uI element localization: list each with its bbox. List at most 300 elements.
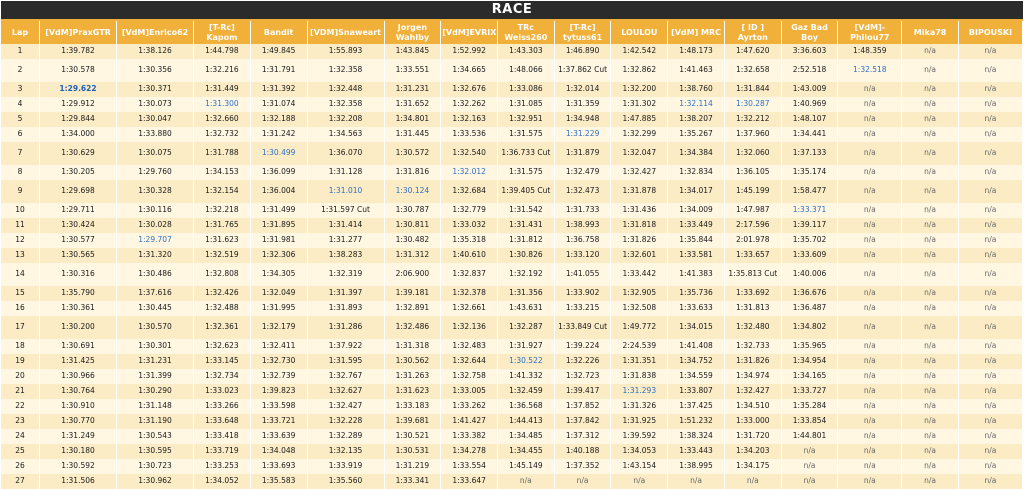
lap-time-cell: 1:34.485 bbox=[497, 429, 554, 444]
lap-time-cell: 1:38.126 bbox=[117, 44, 194, 59]
lap-time-cell: 1:34.510 bbox=[724, 399, 781, 414]
lap-time-cell: n/a bbox=[781, 444, 838, 459]
lap-time-cell: n/a bbox=[902, 44, 959, 59]
lap-time-cell: 1:31.623 bbox=[194, 233, 251, 248]
lap-time-cell: 1:48.173 bbox=[668, 44, 725, 59]
lap-time-cell: n/a bbox=[838, 233, 902, 248]
lap-time-cell: n/a bbox=[958, 203, 1022, 218]
lap-time-cell: 1:31.425 bbox=[40, 354, 117, 369]
lap-time-cell: 1:31.816 bbox=[384, 165, 441, 180]
lap-time-cell: 1:33.536 bbox=[441, 127, 498, 142]
lap-time-cell: 1:32.361 bbox=[194, 316, 251, 339]
lap-time-cell: n/a bbox=[838, 263, 902, 286]
lap-time-cell: 1:31.351 bbox=[611, 354, 668, 369]
lap-time-cell: 1:35.790 bbox=[40, 286, 117, 301]
lap-time-cell: 1:30.499 bbox=[250, 142, 307, 165]
lap-time-cell: 1:35.583 bbox=[250, 474, 307, 489]
lap-time-cell: 1:33.000 bbox=[724, 414, 781, 429]
lap-time-cell: 1:32.739 bbox=[250, 369, 307, 384]
lap-time-cell: 1:30.486 bbox=[117, 263, 194, 286]
lap-time-cell: 1:31.925 bbox=[611, 414, 668, 429]
lap-time-cell: 1:33.648 bbox=[194, 414, 251, 429]
lap-time-cell: 1:32.154 bbox=[194, 180, 251, 203]
lap-time-cell: 1:33.807 bbox=[668, 384, 725, 399]
lap-time-cell: 1:36.733 Cut bbox=[497, 142, 554, 165]
lap-time-cell: n/a bbox=[958, 233, 1022, 248]
lap-time-cell: 1:32.427 bbox=[724, 384, 781, 399]
lap-time-cell: 1:33.341 bbox=[384, 474, 441, 489]
lap-time-cell: 1:34.017 bbox=[668, 180, 725, 203]
lap-time-cell: 1:29.711 bbox=[40, 203, 117, 218]
lap-time-cell: 1:31.765 bbox=[194, 218, 251, 233]
lap-time-cell: 1:33.418 bbox=[194, 429, 251, 444]
lap-time-cell: 1:31.231 bbox=[384, 82, 441, 97]
lap-time-cell: 1:30.445 bbox=[117, 301, 194, 316]
lap-time-cell: 1:32.012 bbox=[441, 165, 498, 180]
lap-time-cell: 1:32.060 bbox=[724, 142, 781, 165]
lap-time-cell: n/a bbox=[838, 142, 902, 165]
lap-time-cell: 1:36.105 bbox=[724, 165, 781, 180]
lap-time-cell: 1:39.181 bbox=[384, 286, 441, 301]
table-header bbox=[1, 21, 1023, 44]
column-header-driver: [T-Rc] Kapom bbox=[194, 21, 251, 44]
lap-time-cell: 1:31.320 bbox=[117, 248, 194, 263]
lap-time-cell: 2:24.539 bbox=[611, 339, 668, 354]
lap-time-cell: 1:30.723 bbox=[117, 459, 194, 474]
lap-time-cell: 1:31.085 bbox=[497, 97, 554, 112]
lap-time-cell: 1:31.595 bbox=[307, 354, 384, 369]
lap-time-cell: 1:31.431 bbox=[497, 218, 554, 233]
lap-time-cell: n/a bbox=[902, 218, 959, 233]
lap-number-cell: 1 bbox=[1, 44, 40, 59]
lap-time-cell: n/a bbox=[902, 474, 959, 489]
lap-time-cell: 1:32.289 bbox=[307, 429, 384, 444]
lap-time-cell: 1:31.623 bbox=[384, 384, 441, 399]
lap-time-cell: 1:30.205 bbox=[40, 165, 117, 180]
lap-number-cell: 3 bbox=[1, 82, 40, 97]
lap-time-cell: 1:45.149 bbox=[497, 459, 554, 474]
lap-time-cell: 1:34.559 bbox=[668, 369, 725, 384]
lap-time-cell: 1:32.488 bbox=[194, 301, 251, 316]
lap-time-cell: 1:43.009 bbox=[781, 82, 838, 97]
lap-time-cell: 1:36.676 bbox=[781, 286, 838, 301]
column-header-driver: [VdM]Enrico62 bbox=[117, 21, 194, 44]
lap-time-cell: 1:32.779 bbox=[441, 203, 498, 218]
lap-time-cell: n/a bbox=[958, 444, 1022, 459]
lap-time-cell: 1:30.629 bbox=[40, 142, 117, 165]
lap-time-cell: n/a bbox=[958, 316, 1022, 339]
lap-time-cell: 1:37.922 bbox=[307, 339, 384, 354]
lap-time-cell: 1:32.508 bbox=[611, 301, 668, 316]
lap-time-cell: 1:32.730 bbox=[250, 354, 307, 369]
lap-time-cell: 1:32.951 bbox=[497, 112, 554, 127]
lap-time-cell: 1:38.993 bbox=[554, 218, 611, 233]
lap-time-cell: 1:37.425 bbox=[668, 399, 725, 414]
lap-time-cell: n/a bbox=[838, 459, 902, 474]
table-row bbox=[1, 180, 1023, 203]
lap-time-cell: n/a bbox=[838, 112, 902, 127]
lap-time-cell: 1:33.371 bbox=[781, 203, 838, 218]
table-row bbox=[1, 429, 1023, 444]
table-row bbox=[1, 142, 1023, 165]
lap-time-cell: 1:33.266 bbox=[194, 399, 251, 414]
lap-time-cell: 1:39.405 Cut bbox=[497, 180, 554, 203]
lap-time-cell: 1:41.055 bbox=[554, 263, 611, 286]
lap-time-cell: 1:32.480 bbox=[724, 316, 781, 339]
lap-time-cell: n/a bbox=[958, 248, 1022, 263]
column-header-driver: Mika78 bbox=[902, 21, 959, 44]
lap-time-cell: 1:30.482 bbox=[384, 233, 441, 248]
lap-time-cell: 1:33.443 bbox=[668, 444, 725, 459]
lap-time-cell: 1:32.905 bbox=[611, 286, 668, 301]
lap-time-cell: 1:39.417 bbox=[554, 384, 611, 399]
lap-time-cell: n/a bbox=[902, 354, 959, 369]
lap-time-cell: 1:41.463 bbox=[668, 59, 725, 82]
lap-time-cell: 1:33.849 Cut bbox=[554, 316, 611, 339]
lap-number-cell: 12 bbox=[1, 233, 40, 248]
lap-time-cell: n/a bbox=[958, 180, 1022, 203]
lap-time-cell: n/a bbox=[838, 203, 902, 218]
lap-time-cell: 1:34.801 bbox=[384, 112, 441, 127]
lap-time-cell: 1:34.752 bbox=[668, 354, 725, 369]
lap-time-cell: 1:30.572 bbox=[384, 142, 441, 165]
lap-time-cell: 1:30.371 bbox=[117, 82, 194, 97]
lap-time-cell: n/a bbox=[902, 286, 959, 301]
lap-time-cell: n/a bbox=[838, 301, 902, 316]
lap-time-cell: 1:39.117 bbox=[781, 218, 838, 233]
lap-time-cell: 1:33.253 bbox=[194, 459, 251, 474]
lap-time-cell: 1:31.895 bbox=[250, 218, 307, 233]
lap-time-cell: 1:35.174 bbox=[781, 165, 838, 180]
lap-time-cell: 1:31.791 bbox=[250, 59, 307, 82]
table-row bbox=[1, 112, 1023, 127]
lap-time-cell: 1:35.702 bbox=[781, 233, 838, 248]
column-header-driver: [VdM]EVRIX bbox=[441, 21, 498, 44]
table-row bbox=[1, 248, 1023, 263]
lap-time-cell: 1:37.352 bbox=[554, 459, 611, 474]
lap-time-cell: 1:31.128 bbox=[307, 165, 384, 180]
table-row bbox=[1, 316, 1023, 339]
lap-time-cell: 1:32.486 bbox=[384, 316, 441, 339]
lap-time-cell: 1:32.192 bbox=[497, 263, 554, 286]
lap-number-cell: 10 bbox=[1, 203, 40, 218]
lap-time-cell: n/a bbox=[838, 399, 902, 414]
lap-time-cell: 1:30.180 bbox=[40, 444, 117, 459]
lap-time-cell: 1:30.787 bbox=[384, 203, 441, 218]
table-row bbox=[1, 399, 1023, 414]
lap-time-cell: 1:32.218 bbox=[194, 203, 251, 218]
lap-time-cell: n/a bbox=[958, 474, 1022, 489]
lap-time-cell: 1:36.758 bbox=[554, 233, 611, 248]
lap-time-cell: 1:32.427 bbox=[611, 165, 668, 180]
lap-time-cell: 1:30.811 bbox=[384, 218, 441, 233]
lap-time-cell: 1:37.616 bbox=[117, 286, 194, 301]
lap-time-cell: 1:32.188 bbox=[250, 112, 307, 127]
column-header-driver: [T-Rc] tytuss61 bbox=[554, 21, 611, 44]
lap-time-cell: 1:31.399 bbox=[117, 369, 194, 384]
lap-time-cell: 1:31.249 bbox=[40, 429, 117, 444]
table-row bbox=[1, 459, 1023, 474]
lap-time-cell: 2:06.900 bbox=[384, 263, 441, 286]
lap-time-cell: 1:30.287 bbox=[724, 97, 781, 112]
lap-time-cell: 1:30.356 bbox=[117, 59, 194, 82]
lap-time-cell: 1:32.426 bbox=[194, 286, 251, 301]
lap-number-cell: 11 bbox=[1, 218, 40, 233]
table-row bbox=[1, 444, 1023, 459]
lap-time-cell: 1:47.885 bbox=[611, 112, 668, 127]
header-row bbox=[1, 21, 1023, 44]
lap-time-cell: 1:33.721 bbox=[250, 414, 307, 429]
lap-time-cell: 1:35.965 bbox=[781, 339, 838, 354]
lap-time-cell: n/a bbox=[958, 429, 1022, 444]
lap-time-cell: 1:30.562 bbox=[384, 354, 441, 369]
lap-time-cell: 1:31.392 bbox=[250, 82, 307, 97]
lap-time-cell: n/a bbox=[611, 474, 668, 489]
lap-time-cell: 1:33.382 bbox=[441, 429, 498, 444]
lap-time-cell: 1:31.542 bbox=[497, 203, 554, 218]
lap-time-cell: 1:33.215 bbox=[554, 301, 611, 316]
lap-number-cell: 7 bbox=[1, 142, 40, 165]
lap-time-cell: 1:32.676 bbox=[441, 82, 498, 97]
lap-time-cell: 1:30.570 bbox=[117, 316, 194, 339]
lap-time-cell: 1:38.283 bbox=[307, 248, 384, 263]
lap-time-cell: 1:33.633 bbox=[668, 301, 725, 316]
lap-time-cell: n/a bbox=[902, 429, 959, 444]
lap-time-cell: 1:30.116 bbox=[117, 203, 194, 218]
lap-time-cell: 1:38.324 bbox=[668, 429, 725, 444]
lap-time-cell: 1:32.135 bbox=[307, 444, 384, 459]
lap-time-cell: 1:29.698 bbox=[40, 180, 117, 203]
lap-time-cell: 1:31.300 bbox=[194, 97, 251, 112]
lap-time-cell: 1:32.733 bbox=[724, 339, 781, 354]
lap-time-cell: 1:32.014 bbox=[554, 82, 611, 97]
lap-time-cell: 1:29.707 bbox=[117, 233, 194, 248]
lap-time-cell: 1:33.880 bbox=[117, 127, 194, 142]
table-row bbox=[1, 414, 1023, 429]
lap-time-cell: 1:30.595 bbox=[117, 444, 194, 459]
lap-time-cell: n/a bbox=[668, 474, 725, 489]
lap-time-cell: 1:30.316 bbox=[40, 263, 117, 286]
lap-time-cell: n/a bbox=[902, 97, 959, 112]
lap-time-cell: 1:32.627 bbox=[307, 384, 384, 399]
lap-time-cell: 1:34.052 bbox=[194, 474, 251, 489]
lap-time-cell: n/a bbox=[838, 82, 902, 97]
lap-time-cell: 1:30.531 bbox=[384, 444, 441, 459]
lap-time-cell: 1:32.723 bbox=[554, 369, 611, 384]
lap-time-cell: 1:31.286 bbox=[307, 316, 384, 339]
lap-time-cell: 1:34.048 bbox=[250, 444, 307, 459]
lap-time-cell: 1:47.987 bbox=[724, 203, 781, 218]
lap-time-cell: n/a bbox=[902, 339, 959, 354]
lap-time-cell: 1:32.479 bbox=[554, 165, 611, 180]
lap-time-cell: 1:30.124 bbox=[384, 180, 441, 203]
lap-time-cell: n/a bbox=[958, 369, 1022, 384]
lap-time-cell: 1:31.927 bbox=[497, 339, 554, 354]
lap-time-cell: 1:44.801 bbox=[781, 429, 838, 444]
lap-time-cell: 1:32.862 bbox=[611, 59, 668, 82]
lap-number-cell: 6 bbox=[1, 127, 40, 142]
table-row bbox=[1, 339, 1023, 354]
lap-time-cell: 1:32.319 bbox=[307, 263, 384, 286]
lap-time-cell: 1:29.622 bbox=[40, 82, 117, 97]
lap-time-cell: n/a bbox=[958, 127, 1022, 142]
lap-time-cell: 1:32.734 bbox=[194, 369, 251, 384]
lap-time-cell: 1:36.070 bbox=[307, 142, 384, 165]
lap-time-cell: 1:32.216 bbox=[194, 59, 251, 82]
lap-time-cell: n/a bbox=[958, 301, 1022, 316]
lap-time-cell: 1:49.772 bbox=[611, 316, 668, 339]
lap-time-cell: 1:32.212 bbox=[724, 112, 781, 127]
lap-time-cell: 1:31.010 bbox=[307, 180, 384, 203]
lap-time-cell: 1:34.954 bbox=[781, 354, 838, 369]
lap-time-cell: 1:34.015 bbox=[668, 316, 725, 339]
lap-time-cell: 1:34.948 bbox=[554, 112, 611, 127]
lap-time-cell: n/a bbox=[958, 165, 1022, 180]
lap-time-cell: 1:31.445 bbox=[384, 127, 441, 142]
lap-time-cell: 1:31.878 bbox=[611, 180, 668, 203]
lap-time-cell: n/a bbox=[902, 82, 959, 97]
lap-time-cell: 1:43.154 bbox=[611, 459, 668, 474]
table-row bbox=[1, 354, 1023, 369]
lap-time-cell: 1:30.966 bbox=[40, 369, 117, 384]
lap-time-cell: 1:32.287 bbox=[497, 316, 554, 339]
lap-time-cell: 1:45.199 bbox=[724, 180, 781, 203]
lap-time-cell: 1:42.542 bbox=[611, 44, 668, 59]
lap-time-cell: 1:33.023 bbox=[194, 384, 251, 399]
lap-time-cell: 1:35.318 bbox=[441, 233, 498, 248]
lap-time-cell: 1:30.577 bbox=[40, 233, 117, 248]
lap-time-cell: 1:29.760 bbox=[117, 165, 194, 180]
lap-time-cell: 1:32.208 bbox=[307, 112, 384, 127]
lap-number-cell: 15 bbox=[1, 286, 40, 301]
lap-time-cell: 1:32.411 bbox=[250, 339, 307, 354]
lap-time-cell: 1:33.719 bbox=[194, 444, 251, 459]
lap-time-cell: 1:32.448 bbox=[307, 82, 384, 97]
column-header-driver: [VdM] MRC bbox=[668, 21, 725, 44]
lap-number-cell: 16 bbox=[1, 301, 40, 316]
lap-time-cell: 1:31.449 bbox=[194, 82, 251, 97]
lap-time-cell: 1:35.284 bbox=[781, 399, 838, 414]
lap-time-cell: 1:35.813 Cut bbox=[724, 263, 781, 286]
lap-time-cell: n/a bbox=[902, 112, 959, 127]
lap-time-cell: 1:30.691 bbox=[40, 339, 117, 354]
lap-time-cell: 1:32.644 bbox=[441, 354, 498, 369]
lap-time-cell: 1:30.424 bbox=[40, 218, 117, 233]
lap-time-cell: n/a bbox=[902, 459, 959, 474]
lap-time-cell: 1:31.293 bbox=[611, 384, 668, 399]
lap-time-cell: 1:33.581 bbox=[668, 248, 725, 263]
lap-time-cell: 1:43.845 bbox=[384, 44, 441, 59]
lap-time-cell: 1:32.200 bbox=[611, 82, 668, 97]
lap-time-cell: 1:31.242 bbox=[250, 127, 307, 142]
lap-number-cell: 13 bbox=[1, 248, 40, 263]
lap-time-cell: n/a bbox=[958, 414, 1022, 429]
lap-time-cell: 1:33.902 bbox=[554, 286, 611, 301]
lap-time-cell: 1:32.358 bbox=[307, 97, 384, 112]
lap-time-cell: 1:30.910 bbox=[40, 399, 117, 414]
lap-time-cell: 1:30.578 bbox=[40, 59, 117, 82]
lap-time-cell: 1:31.506 bbox=[40, 474, 117, 489]
lap-time-cell: 1:35.560 bbox=[307, 474, 384, 489]
race-results-panel bbox=[1, 1, 1023, 486]
lap-time-cell: n/a bbox=[958, 263, 1022, 286]
lap-time-cell: n/a bbox=[958, 59, 1022, 82]
lap-time-cell: n/a bbox=[781, 459, 838, 474]
lap-time-cell: 1:48.359 bbox=[838, 44, 902, 59]
lap-time-cell: 1:31.788 bbox=[194, 142, 251, 165]
table-row bbox=[1, 474, 1023, 489]
lap-time-cell: 1:31.074 bbox=[250, 97, 307, 112]
lap-time-cell: 1:37.133 bbox=[781, 142, 838, 165]
lap-time-cell: 1:32.518 bbox=[838, 59, 902, 82]
lap-time-cell: 1:29.912 bbox=[40, 97, 117, 112]
lap-time-cell: 1:32.306 bbox=[250, 248, 307, 263]
lap-time-cell: 1:32.179 bbox=[250, 316, 307, 339]
lap-time-cell: 1:32.661 bbox=[441, 301, 498, 316]
lap-times-table bbox=[1, 21, 1023, 489]
column-header-driver: Gaz Bad Boy bbox=[781, 21, 838, 44]
lap-time-cell: n/a bbox=[958, 384, 1022, 399]
lap-time-cell: 1:32.049 bbox=[250, 286, 307, 301]
table-row bbox=[1, 384, 1023, 399]
lap-time-cell: n/a bbox=[958, 286, 1022, 301]
lap-time-cell: 1:44.798 bbox=[194, 44, 251, 59]
lap-time-cell: 1:40.188 bbox=[554, 444, 611, 459]
lap-time-cell: n/a bbox=[902, 59, 959, 82]
table-row bbox=[1, 286, 1023, 301]
lap-time-cell: 1:31.148 bbox=[117, 399, 194, 414]
lap-number-cell: 26 bbox=[1, 459, 40, 474]
lap-time-cell: 1:31.818 bbox=[611, 218, 668, 233]
lap-time-cell: n/a bbox=[958, 142, 1022, 165]
table-row bbox=[1, 369, 1023, 384]
lap-time-cell: 1:31.302 bbox=[611, 97, 668, 112]
lap-time-cell: 1:31.318 bbox=[384, 339, 441, 354]
lap-time-cell: 1:32.540 bbox=[441, 142, 498, 165]
lap-time-cell: 1:32.427 bbox=[307, 399, 384, 414]
lap-number-cell: 8 bbox=[1, 165, 40, 180]
lap-time-cell: n/a bbox=[838, 354, 902, 369]
lap-time-cell: n/a bbox=[554, 474, 611, 489]
lap-time-cell: n/a bbox=[902, 180, 959, 203]
lap-time-cell: 1:30.962 bbox=[117, 474, 194, 489]
lap-time-cell: 1:33.647 bbox=[441, 474, 498, 489]
table-row bbox=[1, 82, 1023, 97]
column-header-driver: BIPOUSKI bbox=[958, 21, 1022, 44]
lap-time-cell: 2:52.518 bbox=[781, 59, 838, 82]
lap-time-cell: 1:43.303 bbox=[497, 44, 554, 59]
lap-time-cell: 1:31.397 bbox=[307, 286, 384, 301]
lap-time-cell: 1:49.845 bbox=[250, 44, 307, 59]
lap-time-cell: 1:39.224 bbox=[554, 339, 611, 354]
lap-time-cell: 1:38.995 bbox=[668, 459, 725, 474]
lap-time-cell: 1:37.852 bbox=[554, 399, 611, 414]
lap-time-cell: n/a bbox=[958, 97, 1022, 112]
lap-time-cell: 1:31.229 bbox=[554, 127, 611, 142]
table-row bbox=[1, 203, 1023, 218]
lap-time-cell: n/a bbox=[838, 248, 902, 263]
lap-time-cell: 1:35.736 bbox=[668, 286, 725, 301]
table-row bbox=[1, 301, 1023, 316]
lap-time-cell: 1:38.207 bbox=[668, 112, 725, 127]
lap-time-cell: 1:33.693 bbox=[250, 459, 307, 474]
lap-time-cell: 1:32.047 bbox=[611, 142, 668, 165]
lap-time-cell: 1:33.639 bbox=[250, 429, 307, 444]
lap-time-cell: 1:33.609 bbox=[781, 248, 838, 263]
lap-time-cell: n/a bbox=[902, 248, 959, 263]
lap-time-cell: n/a bbox=[958, 354, 1022, 369]
lap-time-cell: 1:40.969 bbox=[781, 97, 838, 112]
